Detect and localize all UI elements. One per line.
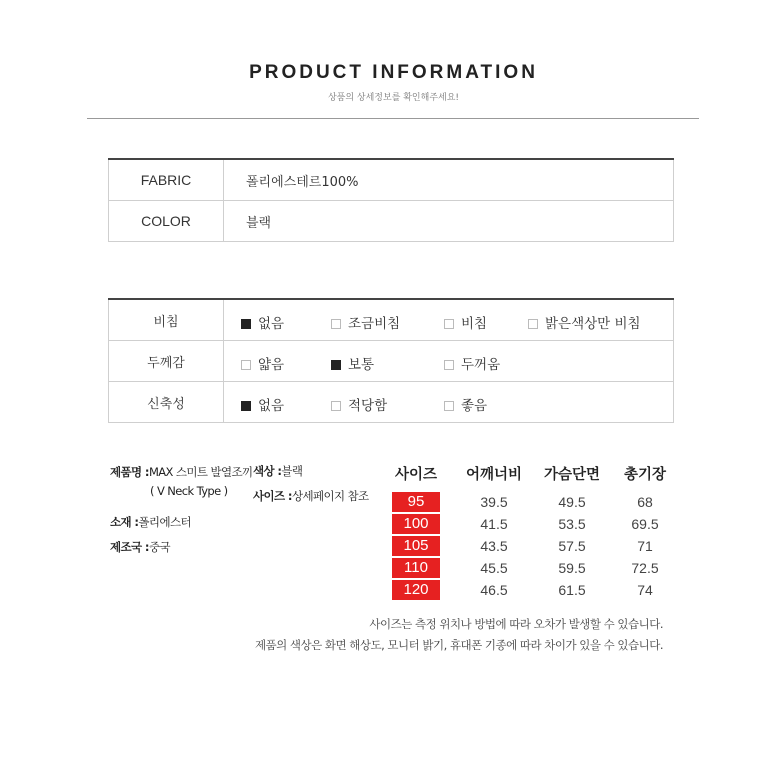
chest-header: 가슴단면 — [543, 467, 601, 483]
length-cell: 71 — [637, 538, 653, 554]
option-moderate: 적당함 — [331, 394, 387, 414]
option-normal: 보통 — [331, 353, 374, 373]
checkbox-icon — [444, 360, 454, 370]
size-cell: 120 — [392, 580, 440, 600]
chest-cell: 61.5 — [558, 582, 586, 598]
color-row — [109, 201, 674, 242]
length-cell: 68 — [637, 494, 653, 510]
checkbox-icon — [241, 319, 251, 329]
transparency-row — [109, 299, 674, 341]
product-origin: 제조국 :중국 — [110, 540, 170, 554]
elasticity-row — [109, 382, 674, 423]
shoulder-cell: 46.5 — [480, 582, 508, 598]
chest-cell: 49.5 — [558, 494, 586, 510]
color-note: 제품의 색상은 화면 해상도, 모니터 밝기, 휴대폰 기종에 따라 차이가 있을 수 있습니다. — [254, 638, 663, 652]
color-label: COLOR — [109, 201, 224, 242]
thickness-label: 두께감 — [109, 341, 224, 382]
checkbox-icon — [528, 319, 538, 329]
option-none: 없음 — [241, 312, 284, 332]
chest-cell: 57.5 — [558, 538, 586, 554]
size-note: 사이즈는 측정 위치나 방법에 따라 오차가 발생할 수 있습니다. — [369, 617, 663, 631]
shoulder-header: 어깨너비 — [465, 467, 523, 483]
length-cell: 74 — [637, 582, 653, 598]
fabric-properties-table — [108, 298, 674, 423]
size-cell: 95 — [392, 492, 440, 512]
product-name-type: ( V Neck Type ) — [150, 484, 228, 498]
chest-cell: 53.5 — [558, 516, 586, 532]
length-cell: 72.5 — [631, 560, 659, 576]
checkbox-icon — [241, 360, 251, 370]
length-header: 총기장 — [623, 467, 667, 483]
thickness-row — [109, 341, 674, 382]
chest-cell: 59.5 — [558, 560, 586, 576]
product-size: 사이즈 :상세페이지 참조 — [253, 489, 369, 503]
size-cell: 100 — [392, 514, 440, 534]
product-color: 색상 :블랙 — [253, 464, 303, 478]
page-title: PRODUCT INFORMATION — [249, 62, 538, 83]
product-name: 제품명 :MAX 스미트 발열조끼 — [110, 465, 253, 479]
length-cell: 69.5 — [631, 516, 659, 532]
product-material: 소재 :폴리에스터 — [110, 515, 191, 529]
fabric-color-table — [108, 158, 674, 242]
option-thin: 얇음 — [241, 353, 284, 373]
option-good: 좋음 — [444, 394, 487, 414]
transparency-label: 비침 — [109, 299, 224, 341]
page-subtitle: 상품의 상세정보를 확인해주세요! — [327, 93, 460, 103]
option-slight: 조금비침 — [331, 312, 400, 332]
fabric-row — [109, 159, 674, 201]
color-value: 블랙 — [224, 201, 674, 242]
shoulder-cell: 43.5 — [480, 538, 508, 554]
checkbox-icon — [241, 401, 251, 411]
option-none: 없음 — [241, 394, 284, 414]
checkbox-icon — [444, 319, 454, 329]
option-thick: 두꺼움 — [444, 353, 500, 373]
shoulder-cell: 45.5 — [480, 560, 508, 576]
elasticity-label: 신축성 — [109, 382, 224, 423]
size-cell: 110 — [392, 558, 440, 578]
option-see-through: 비침 — [444, 312, 487, 332]
checkbox-icon — [331, 401, 341, 411]
shoulder-cell: 39.5 — [480, 494, 508, 510]
fabric-value: 폴리에스테르100% — [224, 159, 674, 201]
fabric-label: FABRIC — [109, 159, 224, 201]
size-cell: 105 — [392, 536, 440, 556]
size-header: 사이즈 — [394, 467, 438, 483]
shoulder-cell: 41.5 — [480, 516, 508, 532]
option-light-colors-only: 밝은색상만 비침 — [528, 312, 641, 332]
checkbox-icon — [444, 401, 454, 411]
checkbox-icon — [331, 319, 341, 329]
checkbox-icon — [331, 360, 341, 370]
title-divider — [87, 118, 699, 119]
